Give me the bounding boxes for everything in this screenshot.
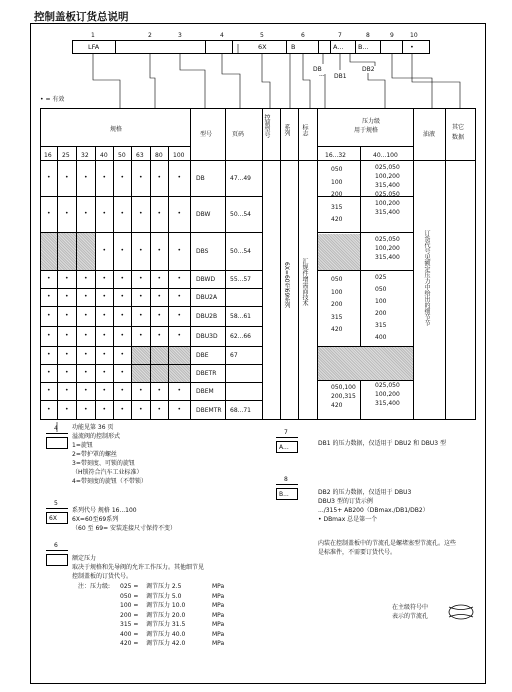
available-dot: • — [157, 275, 162, 282]
available-dot: • — [84, 174, 88, 181]
page-cell: 58...61 — [230, 313, 251, 320]
available-dot: • — [177, 247, 182, 254]
pressure-range-2: 40...100 — [373, 152, 398, 159]
available-dot: • — [84, 387, 88, 394]
note5-line — [46, 508, 68, 509]
size-header: 25 — [62, 152, 70, 159]
note8-line: DB2 的压力数据，仅适用于 DBU3 — [318, 489, 412, 496]
available-dot: • — [65, 293, 69, 300]
available-dot: • — [120, 275, 125, 282]
pressure-p1: 420 — [331, 402, 343, 409]
available-dot: • — [120, 332, 125, 339]
available-dot: • — [157, 332, 162, 339]
note8-line: .../315+ AB200（DBmax./DB1/DB2） — [318, 507, 429, 514]
note9-line: 是标准件，不需要订货代号。 — [318, 549, 397, 556]
code-position-number: 4 — [220, 32, 224, 39]
pressure-p1: 100 — [331, 288, 343, 296]
available-dot: • — [65, 174, 69, 181]
pressure-p2: 100,200 — [375, 245, 400, 252]
pressure-unit: MPa — [212, 592, 225, 600]
size-header: 50 — [118, 152, 126, 159]
pressure-code: 200 = — [120, 611, 139, 619]
available-dot: • — [120, 369, 125, 376]
pressure-unit: MPa — [212, 640, 225, 647]
pressure-p1: 050,100 — [331, 384, 356, 391]
pressure-p2: 100,200 — [375, 200, 400, 207]
empty-cell — [58, 233, 77, 271]
throttle-orifice-icon — [446, 603, 476, 621]
pressure-code: 400 = — [120, 630, 139, 638]
note8-line: DBU3 型的订货示例 — [318, 498, 373, 505]
note6-number: 6 — [54, 542, 58, 549]
empty-cell — [169, 347, 191, 365]
model-cell: DB — [196, 175, 205, 182]
pressure-p2: 025,050 — [375, 382, 400, 389]
note4-line: 1=旋钮 — [72, 442, 93, 449]
note5-box: 6X — [46, 512, 68, 524]
pressure-range-1: 16...32 — [325, 152, 346, 159]
other-header: 其它 — [452, 124, 465, 131]
row-line — [40, 400, 262, 401]
note6-line — [46, 550, 68, 551]
pressure-p2: 025,050 — [375, 191, 400, 198]
available-dot: • — [120, 351, 125, 358]
model-cell: DBWD — [196, 276, 216, 283]
pressure-p2: 100,200 — [375, 173, 400, 180]
empty-cell — [151, 347, 169, 365]
pressure-p2: 025,050 — [375, 164, 400, 171]
oil-header: 油液 — [423, 131, 436, 138]
page-cell: 50...54 — [230, 248, 251, 255]
note4-line: 3=带刻度、可锁的旋钮 — [72, 460, 135, 467]
pressure-desc: 调节压力 20.0 — [146, 611, 186, 619]
available-dot: • — [102, 387, 107, 394]
page-cell: 67 — [230, 352, 238, 359]
size-header: 40 — [100, 152, 108, 159]
grid-line — [298, 108, 299, 420]
grid-line — [76, 146, 77, 420]
mark-header: 标志 — [301, 124, 308, 136]
code-position-number: 1 — [91, 32, 95, 39]
available-dot: • — [102, 247, 107, 254]
available-dot: • — [139, 312, 143, 319]
pressure-p2: 315 — [375, 322, 387, 329]
grid-line — [262, 108, 263, 420]
pressure-line — [317, 196, 413, 197]
pressure-header: 压力级 — [362, 118, 381, 125]
pressure-p1: 100 — [331, 178, 343, 186]
model-header: 型号 — [200, 131, 213, 138]
note5-line: （60 至 69= 安装连接尺寸保持不变） — [72, 525, 177, 532]
pressure-p2: 315,400 — [375, 209, 400, 216]
pressure-p1: 200 — [331, 301, 343, 308]
empty-cell — [318, 234, 360, 270]
size-header: 80 — [155, 152, 163, 159]
pressure-code: 025 = — [120, 583, 139, 590]
available-dot: • — [157, 312, 162, 319]
size-header: 16 — [44, 152, 52, 159]
note4-box — [46, 437, 68, 449]
note6-line: 额定压力 — [72, 555, 97, 562]
grid-line — [190, 108, 191, 420]
available-dot: • — [102, 275, 107, 282]
available-dot: • — [177, 210, 182, 217]
pressure-desc: 调节压力 2.5 — [146, 583, 182, 590]
available-dot: • — [120, 312, 125, 319]
series-text: 6X=60至69系列 — [283, 262, 290, 309]
pressure-line — [317, 380, 413, 381]
available-dot: • — [120, 293, 125, 300]
available-dot: • — [47, 275, 51, 282]
note9-line: 内装在控制盖板中的节流孔是螺堵塞型节流孔。这些 — [318, 540, 457, 547]
available-dot: • — [102, 210, 107, 217]
code-field: • — [410, 43, 414, 51]
pressure-unit: MPa — [212, 621, 225, 628]
row-line — [40, 326, 262, 327]
code-position-number: 6 — [301, 32, 305, 39]
available-dot: • — [139, 293, 143, 300]
available-dot: • — [47, 312, 51, 319]
available-dot: • — [102, 293, 107, 300]
pressure-p2: 315,400 — [375, 254, 400, 261]
available-dot: • — [177, 275, 182, 282]
available-dot: • — [84, 369, 88, 376]
pressure-p2: 050 — [375, 286, 387, 293]
pressure-code: 420 = — [120, 640, 139, 647]
pressure-unit: MPa — [212, 611, 225, 619]
available-dot: • — [120, 174, 125, 181]
available-dot: • — [47, 210, 51, 217]
code-field: B — [291, 43, 296, 51]
available-dot: • — [120, 406, 125, 413]
available-dot: • — [47, 406, 51, 413]
pressure-sub-header: 用于规格 — [354, 127, 379, 134]
available-dot: • — [157, 406, 162, 413]
row-line — [40, 270, 262, 271]
row-line — [40, 382, 262, 383]
available-dot: • — [177, 293, 182, 300]
code-position-number: 7 — [338, 32, 342, 39]
note6-line: 控制盖板的订货代号。 — [72, 573, 133, 580]
pressure-line — [317, 346, 413, 347]
pressure-line — [317, 270, 413, 271]
pressure-code: 100 = — [120, 602, 139, 609]
note8-line — [276, 484, 298, 485]
pressure-p2: 200 — [375, 310, 387, 317]
legend-bullet: • = 有效 — [40, 96, 65, 103]
pressure-desc: 调节压力 5.0 — [146, 592, 182, 600]
page-title: 控制盖板订货总说明 — [34, 11, 129, 23]
code-field: B... — [358, 43, 369, 51]
series-header: 系列 — [283, 124, 290, 136]
available-dot: • — [177, 406, 182, 413]
available-dot: • — [47, 369, 51, 376]
empty-cell — [151, 365, 169, 383]
note8-line: • DBmax 总是第一个 — [318, 516, 378, 523]
model-cell: DBU2B — [196, 313, 218, 320]
grid-line — [225, 108, 226, 420]
pressure-p1: 200 — [331, 191, 343, 198]
empty-cell — [41, 233, 58, 271]
grid-line — [95, 146, 96, 420]
note4-title: 功能见第 36 页 — [72, 424, 114, 431]
pressure-p2: 315,400 — [375, 182, 400, 189]
mark-text: 汇规件增需面技术 — [301, 258, 308, 306]
available-dot: • — [84, 332, 88, 339]
available-dot: • — [102, 174, 107, 181]
available-dot: • — [102, 369, 107, 376]
available-dot: • — [157, 293, 162, 300]
available-dot: • — [84, 406, 88, 413]
page-header: 页码 — [232, 131, 245, 138]
row-line — [40, 288, 262, 289]
sub-db: DB — [313, 66, 322, 73]
available-dot: • — [47, 332, 51, 339]
sub-db2: DB2 — [362, 66, 375, 73]
note5-line: 系列代号 规格 16...100 — [72, 507, 137, 514]
available-dot: • — [139, 247, 143, 254]
grid-line — [445, 108, 446, 420]
note6-box — [46, 554, 68, 566]
empty-cell — [318, 346, 413, 381]
grid-line — [413, 108, 414, 420]
empty-cell — [77, 233, 96, 271]
available-dot: • — [102, 351, 107, 358]
available-dot: • — [139, 210, 143, 217]
empty-cell — [169, 365, 191, 383]
available-dot: • — [139, 332, 143, 339]
model-cell: DBS — [196, 248, 209, 255]
available-dot: • — [139, 406, 143, 413]
note10-line: 表示的节流孔 — [392, 613, 429, 620]
available-dot: • — [65, 312, 69, 319]
pressure-code: 050 = — [120, 592, 139, 600]
available-dot: • — [65, 275, 69, 282]
code-position-number: 9 — [390, 32, 394, 39]
available-dot: • — [139, 275, 143, 282]
note7-line — [276, 437, 298, 438]
note5-number: 5 — [54, 500, 58, 507]
available-dot: • — [84, 210, 88, 217]
sub-dash: --- — [319, 73, 325, 79]
available-dot: • — [47, 293, 51, 300]
available-dot: • — [102, 312, 107, 319]
available-dot: • — [139, 174, 143, 181]
code-position-number: 8 — [366, 32, 370, 39]
row-line — [40, 160, 262, 161]
pressure-desc: 调节压力 42.0 — [146, 640, 186, 647]
available-dot: • — [84, 351, 88, 358]
available-dot: • — [65, 387, 69, 394]
available-dot: • — [84, 312, 88, 319]
available-dot: • — [65, 406, 69, 413]
available-dot: • — [84, 275, 88, 282]
model-cell: DBETR — [196, 370, 217, 377]
grid-line — [317, 146, 413, 147]
row-line — [40, 196, 262, 197]
pressure-p2: 315,400 — [375, 400, 400, 407]
pressure-unit: MPa — [212, 630, 225, 638]
pressure-p2: 400 — [375, 334, 387, 341]
available-dot: • — [139, 387, 143, 394]
note4-line: 4=带刻度的旋钮（不带锁） — [72, 478, 147, 485]
available-dot: • — [65, 332, 69, 339]
size-header: 63 — [136, 152, 144, 159]
note10-line: 在主级符号中 — [392, 604, 429, 611]
grid-line — [280, 108, 281, 420]
other-header-2: 数据 — [452, 134, 465, 141]
available-dot: • — [157, 387, 162, 394]
empty-cell — [132, 365, 151, 383]
size-header: 32 — [81, 152, 89, 159]
note5-line: 6X=60至69系列 — [72, 516, 119, 523]
note6-line: 取决于规格和先导阀的允许工作压力。其他细节见 — [72, 564, 205, 571]
available-dot: • — [157, 174, 162, 181]
model-cell: DBU3D — [196, 333, 218, 340]
page-cell: 55...57 — [230, 276, 251, 283]
grid-line — [57, 146, 58, 420]
available-dot: • — [47, 351, 51, 358]
pressure-desc: 调节压力 31.5 — [146, 621, 186, 628]
grid-line — [113, 146, 114, 420]
available-dot: • — [177, 387, 182, 394]
page-cell: 50...54 — [230, 211, 251, 218]
pressure-p1: 050 — [331, 166, 343, 173]
note4-line: 2=带护罩的螺丝 — [72, 451, 117, 458]
page-cell: 47...49 — [230, 175, 251, 182]
sub-db1: DB1 — [334, 73, 347, 80]
pressure-p1: 315 — [331, 313, 343, 321]
available-dot: • — [47, 387, 51, 394]
pressure-desc: 调节压力 40.0 — [146, 630, 186, 638]
pressure-unit: MPa — [212, 602, 225, 609]
pressure-p2: 025,050 — [375, 236, 400, 243]
available-dot: • — [157, 247, 162, 254]
model-cell: DBEM — [196, 388, 214, 395]
pressure-desc: 调节压力 10.0 — [146, 602, 186, 609]
available-dot: • — [177, 174, 182, 181]
code-position-number: 2 — [148, 32, 152, 39]
model-cell: DBEMTR — [196, 407, 222, 414]
available-dot: • — [65, 369, 69, 376]
available-dot: • — [102, 406, 107, 413]
available-dot: • — [177, 332, 182, 339]
available-dot: • — [120, 247, 125, 254]
size-header: 100 — [173, 152, 185, 159]
note7-number: 7 — [284, 429, 288, 436]
available-dot: • — [84, 293, 88, 300]
note7-text: DB1 的压力数据，仅适用于 DBU2 和 DBU3 型 — [318, 440, 446, 447]
pressure-p1: 315 — [331, 203, 343, 211]
available-dot: • — [157, 210, 162, 217]
empty-cell — [132, 347, 151, 365]
code-position-number: 3 — [178, 32, 182, 39]
code-position-number: 10 — [410, 32, 418, 39]
available-dot: • — [65, 351, 69, 358]
pressure-p1: 420 — [331, 326, 343, 333]
code-field: LFA — [88, 43, 100, 51]
pressure-p2: 100,200 — [375, 391, 400, 398]
control-type-header: 控制型号 — [263, 114, 270, 138]
note7-box: A... — [276, 441, 298, 453]
page-cell: 62...66 — [230, 333, 251, 340]
page-cell: 68...71 — [230, 407, 251, 414]
note4-line — [46, 433, 68, 434]
available-dot: • — [177, 312, 182, 319]
code-field: 6X — [258, 43, 267, 51]
pressure-line — [317, 232, 413, 233]
model-cell: DBW — [196, 211, 211, 218]
pressure-p2: 025 — [375, 274, 387, 281]
model-cell: DBU2A — [196, 294, 218, 301]
pressure-p1: 050 — [331, 276, 343, 283]
note4-number: 4 — [54, 425, 58, 432]
pressure-p1: 200,315 — [331, 393, 356, 400]
row-line — [40, 306, 262, 307]
pressure-unit: MPa — [212, 583, 225, 590]
note4-line: （H锁符合汽车工业标准） — [72, 469, 143, 476]
available-dot: • — [102, 332, 107, 339]
available-dot: • — [120, 387, 125, 394]
available-dot: • — [120, 210, 125, 217]
code-position-number: 5 — [260, 32, 264, 39]
code-field: A... — [333, 43, 344, 51]
available-dot: • — [65, 210, 69, 217]
note8-number: 8 — [284, 476, 288, 483]
model-cell: DBE — [196, 352, 209, 359]
note8-box: B... — [276, 488, 298, 500]
note4-line: 溢流阀的控制形式 — [72, 433, 121, 440]
oil-text: 订货代号见额定压力中给出的细节节 — [423, 230, 430, 326]
pressure-p1: 420 — [331, 216, 343, 223]
available-dot: • — [47, 174, 51, 181]
note6-label: 注：压力级: — [78, 583, 111, 590]
spec-header: 规格 — [110, 126, 123, 133]
pressure-code: 315 = — [120, 621, 139, 628]
pressure-p2: 100 — [375, 298, 387, 305]
